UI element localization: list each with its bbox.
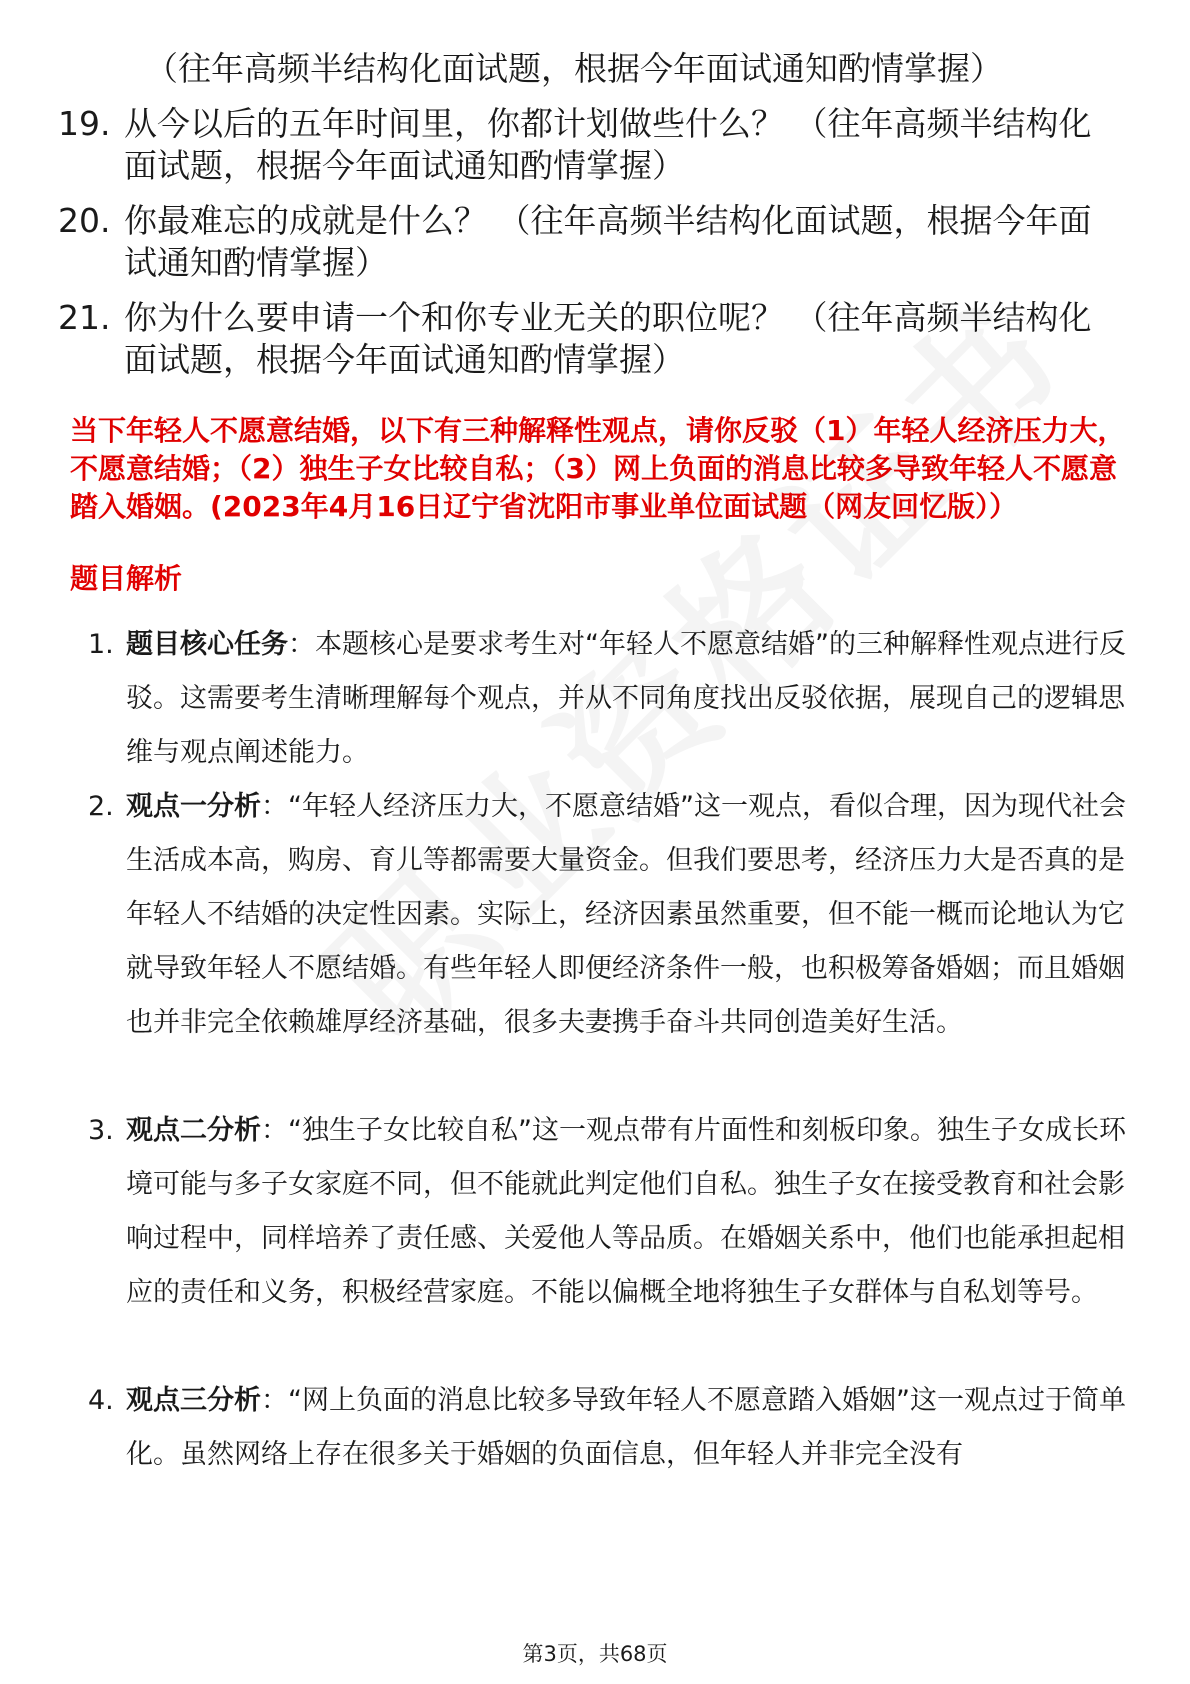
item-text: “年轻人经济压力大，不愿意结婚”这一观点，看似合理，因为现代社会生活成本高，购房、育儿等都需要大量资金。但我们要思考，经济压力大是否真的是年轻人不结婚的决定性因素。实际上，经济因素虽然重要，但不能一概而论地认为它就导致年轻人不愿结婚。有些年轻人即便经济条件一般，也积极筹备婚姻；而且婚姻也并非完全依赖雄厚经济基础，很多夫妻携手奋斗共同创造美好生活。	[126, 791, 1126, 1038]
featured-question: 当下年轻人不愿意结婚，以下有三种解释性观点，请你反驳（1）年轻人经济压力大，不愿意结婚；（2）独生子女比较自私；（3）网上负面的消息比较多导致年轻人不愿意踏入婚姻。(2023年4月16日辽宁省沈阳市事业单位面试题（网友回忆版））	[70, 414, 1126, 523]
analysis-item-4	[88, 1374, 1133, 1482]
question-text: 从今以后的五年时间里，你都计划做些什么？ （往年高频半结构化面试题，根据今年面试通知酌情掌握）	[124, 104, 1092, 185]
item-text: “网上负面的消息比较多导致年轻人不愿意踏入婚姻”这一观点过于简单化。虽然网络上存在很多关于婚姻的负面信息，但年轻人并非完全没有	[126, 1385, 1126, 1470]
item-text: 本题核心是要求考生对“年轻人不愿意结婚”的三种解释性观点进行反驳。这需要考生清晰理解每个观点，并从不同角度找出反驳依据，展现自己的逻辑思维与观点阐述能力。	[126, 629, 1126, 768]
analysis-item-3	[88, 1104, 1133, 1374]
item-body	[126, 1374, 1131, 1482]
list-item-question-19	[58, 103, 1128, 187]
item-body	[126, 780, 1131, 1050]
question-text: 你为什么要申请一个和你专业无关的职位呢？ （往年高频半结构化面试题，根据今年面试通知酌情掌握）	[124, 298, 1092, 379]
item-separator: ：	[261, 1115, 288, 1146]
item-lead: 题目核心任务	[126, 629, 288, 660]
analysis-item-2	[88, 780, 1133, 1104]
item-lead: 观点三分析	[126, 1385, 261, 1416]
item-number: 4.	[88, 1385, 114, 1416]
question-number: 20.	[58, 201, 111, 240]
analysis-heading: 题目解析	[70, 562, 183, 595]
list-item-question-21	[58, 297, 1128, 381]
question-number: 21.	[58, 298, 111, 337]
item-separator: ：	[261, 791, 288, 822]
page-number-footer: 第3页，共68页	[522, 1642, 668, 1666]
analysis-item-1	[88, 618, 1133, 780]
item-text: “独生子女比较自私”这一观点带有片面性和刻板印象。独生子女成长环境可能与多子女家庭不同，但不能就此判定他们自私。独生子女在接受教育和社会影响过程中，同样培养了责任感、关爱他人等品质。在婚姻关系中，他们也能承担起相应的责任和义务，积极经营家庭。不能以偏概全地将独生子女群体与自私划等号。	[126, 1115, 1126, 1308]
question-continuation: （往年高频半结构化面试题，根据今年面试通知酌情掌握）	[145, 49, 1003, 88]
list-item-question-20	[58, 200, 1128, 284]
item-separator: ：	[288, 629, 315, 660]
item-separator: ：	[261, 1385, 288, 1416]
item-body	[126, 618, 1131, 780]
item-number: 1.	[88, 629, 114, 660]
item-number: 2.	[88, 791, 114, 822]
item-lead: 观点一分析	[126, 791, 261, 822]
item-number: 3.	[88, 1115, 114, 1146]
item-lead: 观点二分析	[126, 1115, 261, 1146]
item-body	[126, 1104, 1131, 1320]
question-text: 你最难忘的成就是什么？ （往年高频半结构化面试题，根据今年面试通知酌情掌握）	[124, 201, 1092, 282]
question-number: 19.	[58, 104, 111, 143]
